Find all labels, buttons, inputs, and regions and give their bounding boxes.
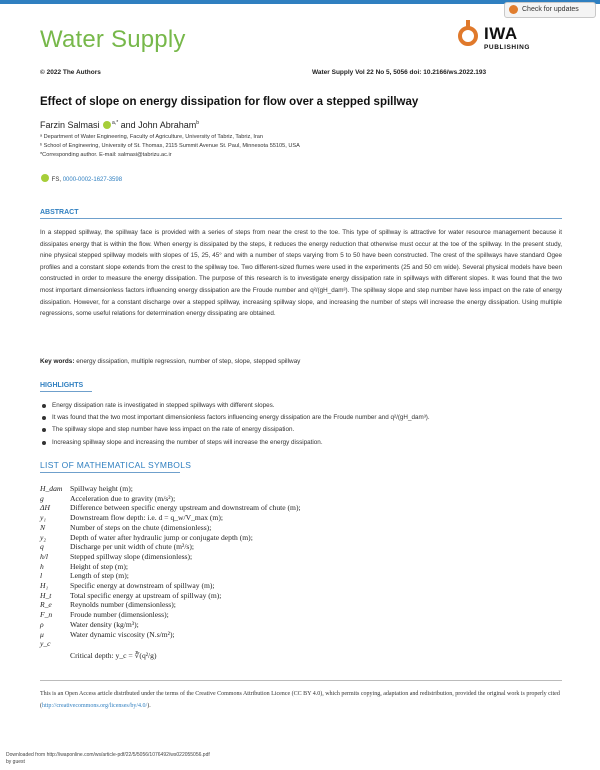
author-line <box>40 120 199 130</box>
bullet-icon <box>42 441 46 445</box>
logo-sub-text: PUBLISHING <box>484 44 531 51</box>
highlight-item: It was found that the two most important dimensionless factors influencing energy dissipation are the Froude number and q²/(gH_dam³). <box>40 412 570 424</box>
citation-line: Water Supply Vol 22 No 5, 5056 doi: 10.2166/ws.2022.193 <box>312 69 487 76</box>
symbol-row: q Discharge per unit width of chute (m²/s); <box>40 542 195 552</box>
author-marks: a,* <box>112 120 119 126</box>
update-icon <box>509 5 518 14</box>
symbol-row: μ Water dynamic viscosity (N.s/m²); <box>40 629 175 639</box>
highlights-list <box>40 400 570 449</box>
symbol-row: ΔH Difference between specific energy upstream and downstream of chute (m); <box>40 503 301 513</box>
author-name[interactable]: Farzin Salmasi <box>40 120 100 130</box>
symbol-row: N Number of steps on the chute (dimensionless); <box>40 522 212 532</box>
symbol-row: y₂ Depth of water after hydraulic jump or conjugate depth (m); <box>40 532 253 542</box>
orcid-icon <box>41 174 49 182</box>
symbol-row: h Height of step (m); <box>40 561 128 571</box>
keywords-line <box>40 358 300 365</box>
download-stamp: Downloaded from http://iwaponline.com/ws/article-pdf/22/5/5056/1076492/ws022055056.pdf by guest <box>6 752 210 765</box>
symbol-row: H_t Total specific energy at upstream of spillway (m); <box>40 590 222 600</box>
bullet-icon <box>42 404 46 408</box>
keywords-text: energy dissipation, multiple regression, number of step, slope, stepped spillway <box>74 358 301 365</box>
symbols-rule <box>40 472 180 473</box>
highlight-item: Energy dissipation rate is investigated in stepped spillways with different slopes. <box>40 400 570 412</box>
abstract-text: In a stepped spillway, the spillway face is provided with a series of steps from near the crest to the toe. This type of spillway is attractive for water resource management because it dissipates energy that is within the flow. When energy is dissipated by the steps, it reduces the energy reduction that otherwise must occur at the toe of the spillway. In the present study, nine physical stepped spillway models with slopes of 15, 25, 45° and with a number of steps varying from 5 to 50 have been constructed. The crest of the spillways have standard Ogee profiles and a constant slope extends from the crest to the spillway toe. Two different-sized flumes were used in the experiments (25 and 50 cm wide). Several physical models have been constructed in order to measure the energy dissipation. The purpose of this research is to investigate energy dissipation rate in spillways with different slopes. It was found that the two most important dimensionless factors influencing energy dissipation are the Froude number and q²/(gH_dam³). The spillway slope and step number have less impact on the rate of energy dissipation. However, for a constant discharge over a stepped spillway, increasing spillway slope, and increasing the number of steps will increase the energy dissipation. Using multiple regressions, some useful relations for determination energy dissipating are obtained. <box>40 229 562 318</box>
orcid-icon[interactable] <box>103 121 111 129</box>
footnote-rule <box>40 680 562 681</box>
abstract-heading: ABSTRACT <box>40 209 79 216</box>
symbol-row: y₁ Downstream flow depth: i.e. d = q_w/V_max (m); <box>40 513 223 523</box>
symbol-row: F_n Froude number (dimensionless); <box>40 610 169 620</box>
bullet-icon <box>42 416 46 420</box>
logo-ring-icon <box>458 26 478 46</box>
bullet-icon <box>42 428 46 432</box>
copyright-notice: © 2022 The Authors <box>40 69 101 76</box>
corresponding-author: *Corresponding author. E-mail: salmasi@tabrizu.ac.ir <box>40 152 172 158</box>
author-marks: b <box>196 120 199 126</box>
symbol-row: l Length of step (m); <box>40 571 129 581</box>
symbol-row: h/l Stepped spillway slope (dimensionless); <box>40 551 193 561</box>
orcid-link[interactable]: 0000-0002-1627-3598 <box>62 177 123 183</box>
check-for-updates-button[interactable]: Check for updates <box>504 2 596 18</box>
highlight-item: The spillway slope and step number have less impact on the rate of energy dissipation. <box>40 424 570 436</box>
symbol-row: y_c <box>40 639 51 649</box>
symbol-row: ρ Water density (kg/m³); <box>40 619 139 629</box>
symbol-row: R_e Reynolds number (dimensionless); <box>40 600 176 610</box>
license-link[interactable]: http://creativecommons.org/licenses/by/4.0/ <box>42 702 148 709</box>
article-title: Effect of slope on energy dissipation for flow over a stepped spillway <box>40 96 419 108</box>
affiliation: ᵇ School of Engineering, University of St. Thomas, 2115 Summit Avenue St. Paul, Minnesota 55105, USA <box>40 143 300 149</box>
highlight-item: Increasing spillway slope and increasing the number of steps will increase the energy dissipation. <box>40 437 570 449</box>
abstract-rule <box>40 218 562 219</box>
affiliation: ᵃ Department of Water Engineering, Faculty of Agriculture, University of Tabriz, Tabriz, Iran <box>40 134 264 140</box>
symbol-row: g Acceleration due to gravity (m/s²); <box>40 493 176 503</box>
license-footnote: This is an Open Access article distributed under the terms of the Creative Commons Attribution Licence (CC BY 4.0), which permits copying, adaptation and redistribution, provided the original work is properly cited (http://creativecommons.org/licenses/by/4.0/). <box>40 691 560 709</box>
author-name[interactable]: and John Abraham <box>118 120 197 130</box>
symbol-row: H₁ Specific energy at downstream of spillway (m); <box>40 581 215 591</box>
logo-main-text: IWA <box>484 24 518 43</box>
journal-name: Water Supply <box>40 26 186 53</box>
symbol-row: H_dam Spillway height (m); <box>40 484 133 493</box>
symbols-table <box>40 484 301 649</box>
symbols-heading: LIST OF MATHEMATICAL SYMBOLS <box>40 460 192 470</box>
orcid-line <box>40 174 122 183</box>
critical-depth-formula: Critical depth: y_c = ∛(q²/g) <box>70 651 157 660</box>
orcid-label: FS, <box>51 177 63 183</box>
highlights-rule <box>40 391 92 392</box>
iwa-publishing-logo <box>458 24 538 56</box>
keywords-label: Key words: <box>40 358 75 365</box>
highlights-heading: HIGHLIGHTS <box>40 382 84 389</box>
